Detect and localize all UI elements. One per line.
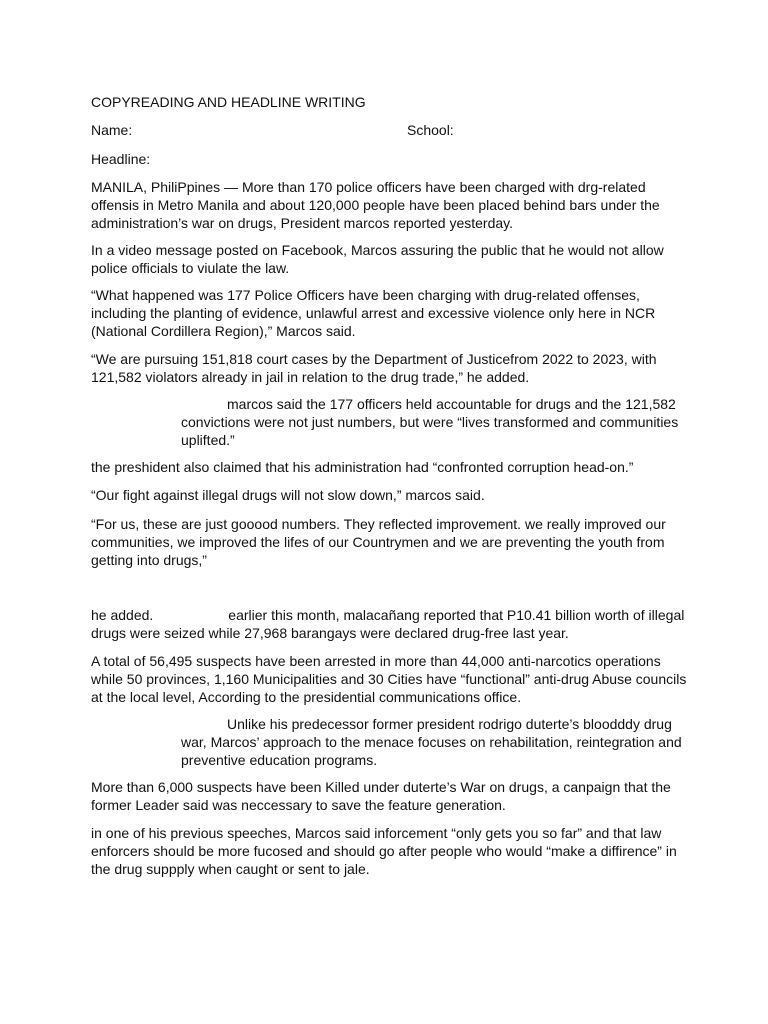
school-label: School:: [407, 122, 454, 138]
paragraph-6: the preshident also claimed that his administration had “confronted corruption head-on.”: [91, 459, 634, 475]
paragraph-10: A total of 56,495 suspects have been arrested in more than 44,000 anti-narcotics operations while 50 provinces, 1,160 Municipalities and 30 Cities have “functional” anti-drug Abuse councils at the local level, According to the presidential communications office.: [91, 653, 687, 705]
paragraph-5-text: marcos said the 177 officers held accountable for drugs and the 121,582 convictions were not just numbers, but were “lives transformed and communities uplifted.”: [181, 396, 679, 448]
paragraph-11: [181, 715, 691, 769]
he-added-text: he added.: [91, 607, 154, 623]
document-title: COPYREADING AND HEADLINE WRITING: [91, 94, 366, 110]
paragraph-11-text: Unlike his predecessor former president rodrigo duterte’s bloodddy drug war, Marcos’ approach to the menace focuses on rehabilitation, reintegration and preventive education programs.: [181, 716, 682, 768]
paragraph-13: in one of his previous speeches, Marcos said inforcement “only gets you so far” and that law enforcers should be more fucosed and should go after people who would “make a diffirence” in the drug suppply when caught or sent to jale.: [91, 825, 677, 877]
paragraph-8: “For us, these are just gooood numbers. They reflected improvement. we really improved our communities, we improved the lifes of our Countrymen and we are preventing the youth from getting into drugs,”: [91, 516, 666, 568]
headline-label: Headline:: [91, 151, 151, 167]
paragraph-12: More than 6,000 suspects have been Killed under duterte’s War on drugs, a canpaign that the former Leader said was neccessary to save the feature generation.: [91, 779, 671, 813]
paragraph-9-text: earlier this month, malacañang reported that P10.41 billion worth of illegal drugs were seized while 27,968 barangays were declared drug-free last year.: [91, 607, 685, 641]
paragraph-1: MANILA, PhiliPpines — More than 170 police officers have been charged with drg-related offensis in Metro Manila and about 120,000 people have been placed behind bars under the administration’s war on drugs, President marcos reported yesterday.: [91, 179, 660, 231]
paragraph-3: “What happened was 177 Police Officers have been charging with drug-related offenses, including the planting of evidence, unlawful arrest and excessive violence only here in NCR (National Cordillera Region),” Marcos said.: [91, 287, 656, 339]
paragraph-5: [181, 395, 691, 449]
paragraph-2: In a video message posted on Facebook, Marcos assuring the public that he would not allow police officials to viulate the law.: [91, 242, 664, 276]
paragraph-9: [91, 606, 691, 642]
paragraph-4: “We are pursuing 151,818 court cases by the Department of Justicefrom 2022 to 2023, with 121,582 violators already in jail in relation to the drug trade,” he added.: [91, 351, 657, 385]
name-label: Name:: [91, 122, 133, 138]
paragraph-7: “Our fight against illegal drugs will not slow down,” marcos said.: [91, 487, 485, 503]
